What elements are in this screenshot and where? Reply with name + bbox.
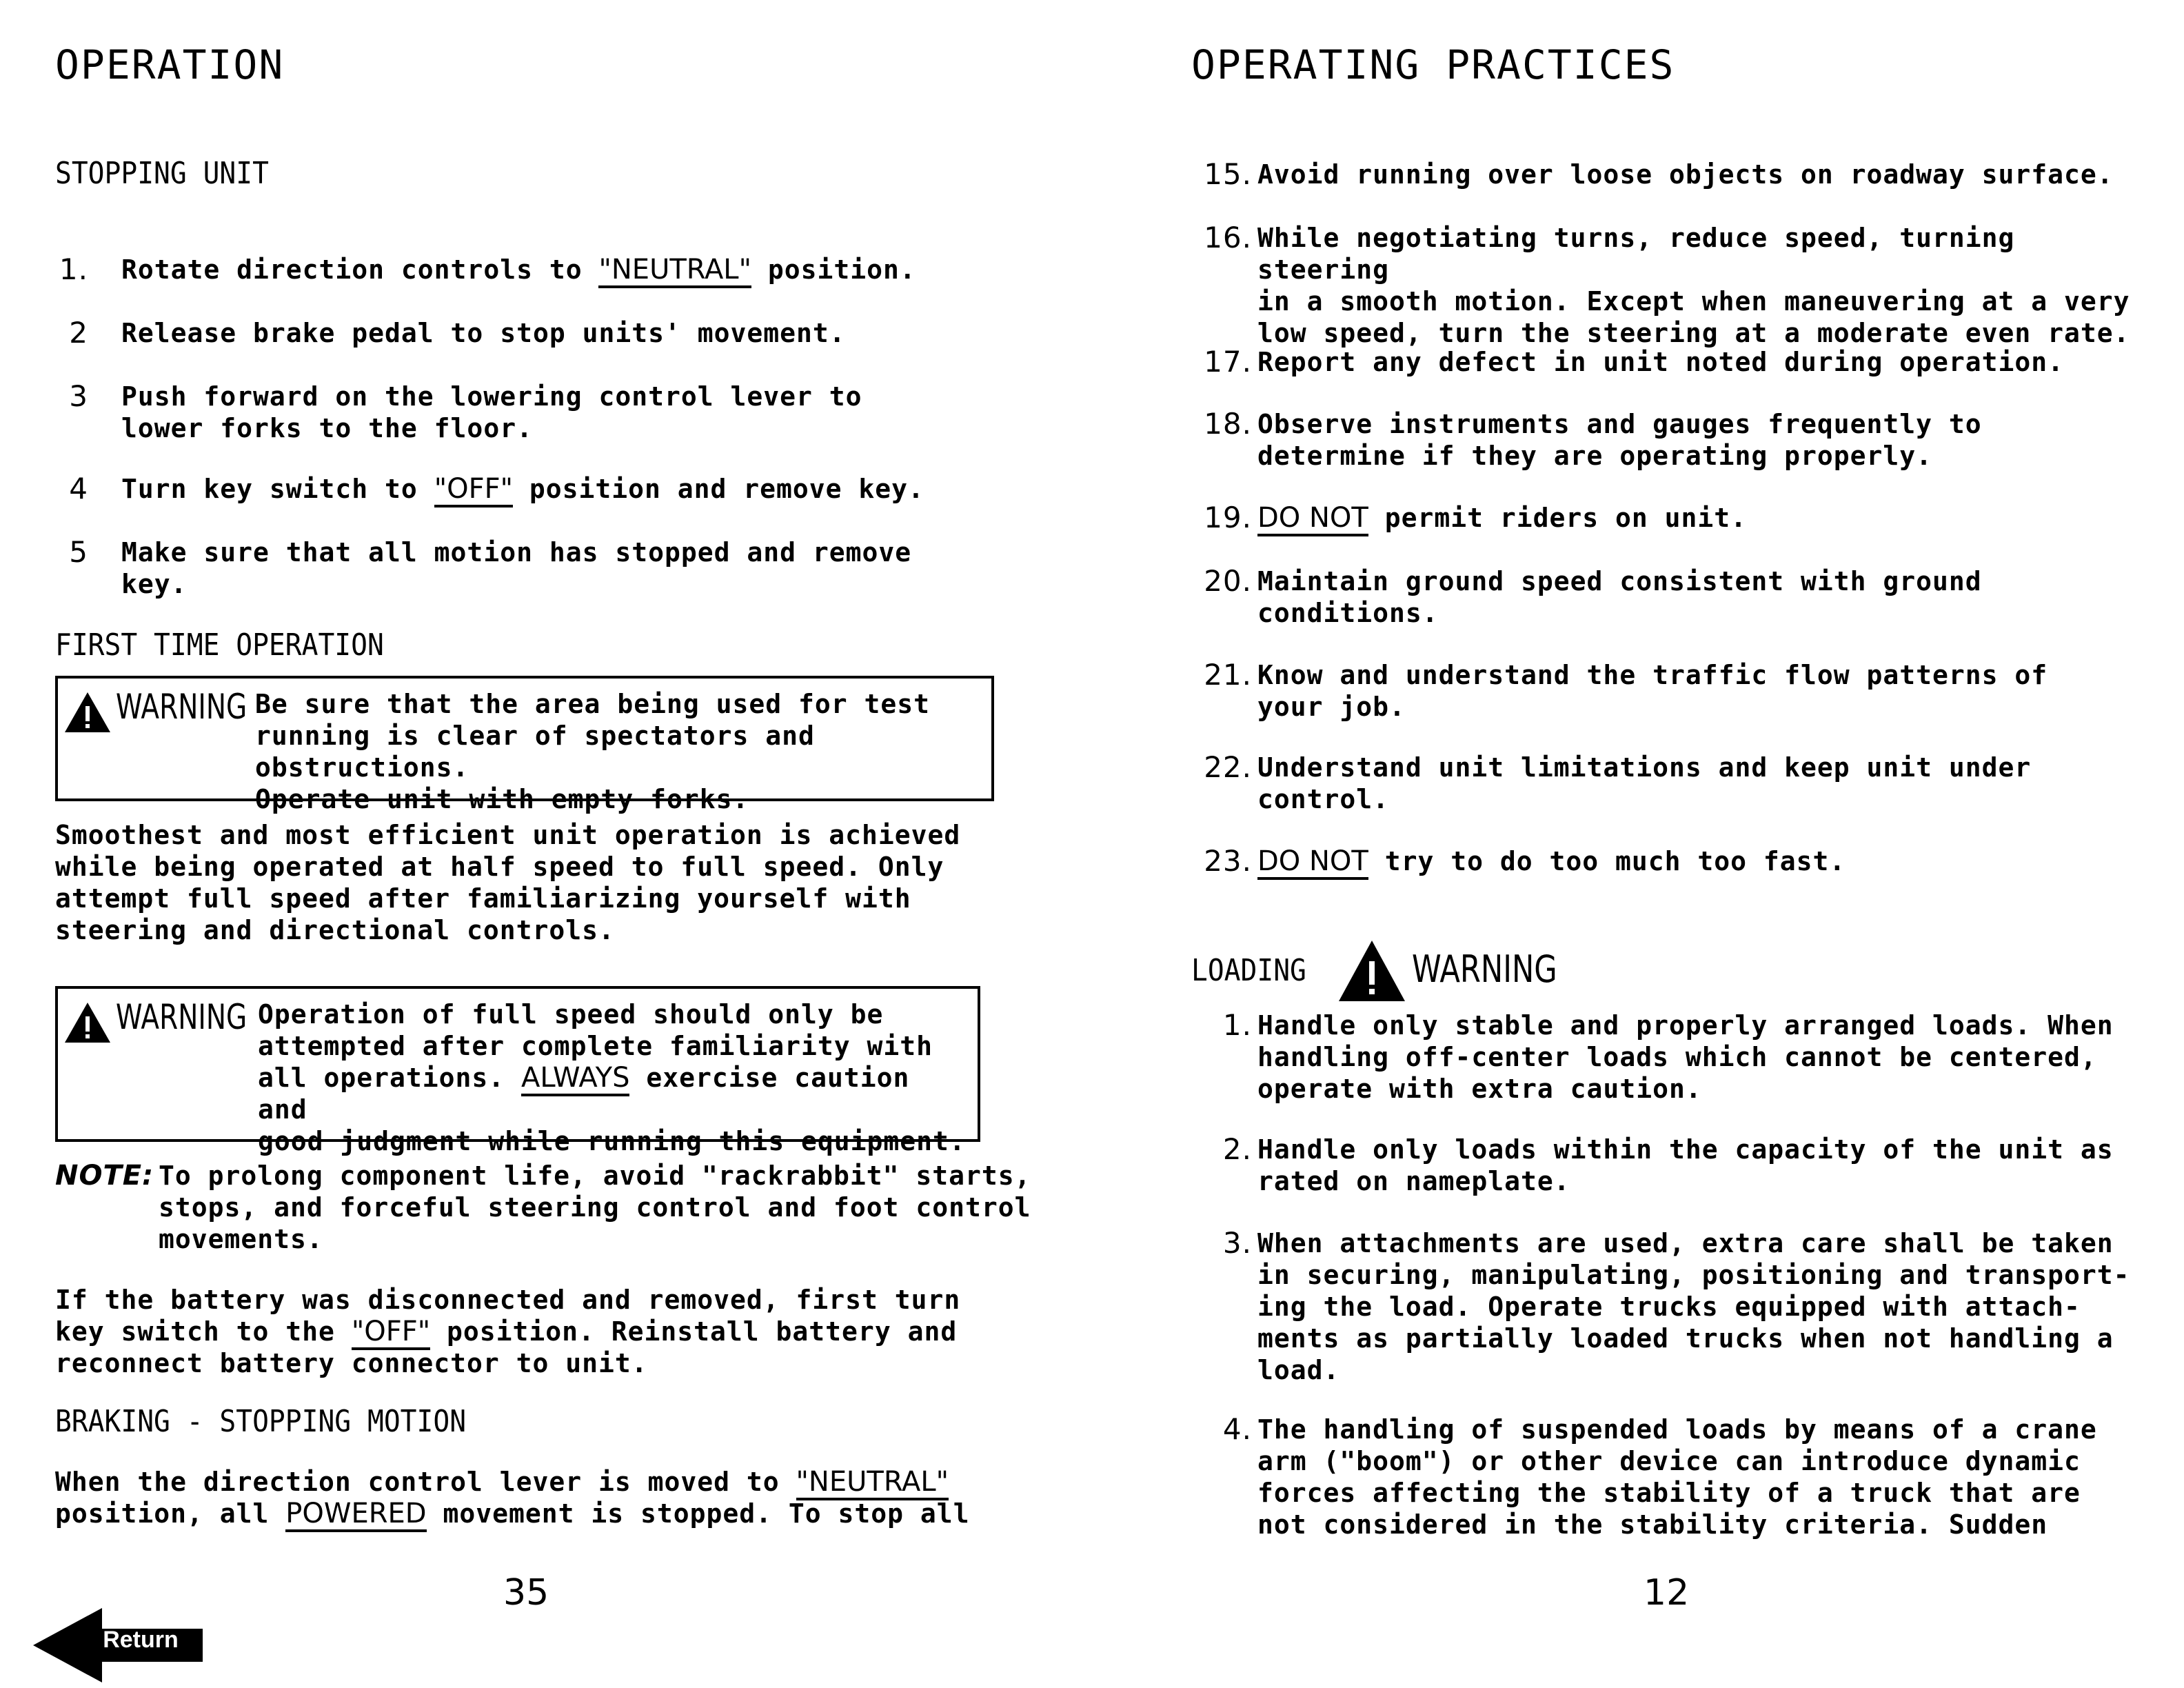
list-item-number: 1. (59, 252, 88, 286)
note-label: NOTE: (55, 1160, 154, 1192)
list-item-line: conditions. (1257, 598, 1439, 628)
list-item-line: permit riders on unit. (1368, 503, 1748, 533)
list-item-line: arm ("boom") or other device can introduce dynamic (1257, 1446, 2081, 1476)
list-item-text-part: Rotate direction controls to (121, 254, 599, 285)
list-item-line: While negotiating turns, reduce speed, turning steering (1257, 223, 2015, 285)
operation-paragraph (55, 819, 993, 946)
list-item-number: 2. (1222, 1132, 1252, 1166)
list-item-text (1257, 659, 2143, 723)
note-text-line: To prolong component life, avoid "rackrabbit" starts, (159, 1160, 1031, 1191)
paragraph-line (55, 1466, 993, 1498)
list-item-number: 22. (1204, 750, 1252, 784)
underlined-term: "OFF" (352, 1316, 430, 1350)
paragraph-line: attempt full speed after familiarizing yourself with (55, 883, 911, 914)
list-item-number: 15. (1204, 157, 1252, 191)
warning-text-line (258, 1062, 972, 1125)
list-item-text-part: Turn key switch to (121, 474, 434, 504)
paragraph-text-part: movement is stopped. To stop all (426, 1498, 970, 1529)
paragraph-line: reconnect battery connector to unit. (55, 1348, 648, 1378)
list-item-text (1257, 752, 2143, 815)
page-number: 35 (503, 1572, 549, 1614)
warning-text-line: Operate unit with empty forks. (255, 784, 749, 814)
return-button-label: Return (103, 1627, 179, 1653)
list-item-number: 3 (69, 379, 88, 413)
list-item-line: handling off-center loads which cannot be centered, (1257, 1042, 2097, 1072)
warning-text-line: running is clear of spectators and obstructions. (255, 721, 815, 783)
warning-text-part: all operations. (258, 1063, 522, 1093)
list-item-line: The handling of suspended loads by means of a crane (1257, 1414, 2097, 1445)
list-item-text (1257, 1227, 2143, 1386)
list-item-text: Release brake pedal to stop units' movement. (121, 318, 846, 348)
warning-triangle-icon (1337, 939, 1406, 1003)
list-item-line: Maintain ground speed consistent with ground (1257, 566, 1982, 596)
warning-text-line: attempted after complete familiarity with (258, 1031, 933, 1061)
list-item-line: determine if they are operating properly. (1257, 441, 1932, 471)
underlined-term: "NEUTRAL" (598, 254, 751, 288)
list-item-number: 5 (69, 535, 88, 569)
braking-paragraph (55, 1466, 993, 1529)
page-number: 12 (1644, 1572, 1690, 1614)
paragraph-line (55, 1316, 993, 1347)
section-heading-first-time-operation: FIRST TIME OPERATION (55, 627, 384, 663)
list-item-text (1257, 502, 2143, 534)
paragraph-line (55, 1498, 993, 1529)
warning-label: WARNING (116, 687, 247, 727)
list-item-number: 4. (1222, 1412, 1252, 1446)
list-item-number: 20. (1204, 564, 1252, 598)
list-item-number: 3. (1222, 1226, 1252, 1260)
list-item-text (1257, 845, 2143, 877)
list-item-text (121, 254, 993, 285)
list-item-line: in securing, manipulating, positioning and transport- (1257, 1260, 2130, 1290)
list-item-text (1257, 565, 2143, 629)
list-item-number: 17. (1204, 345, 1252, 379)
underlined-term: DO NOT (1257, 502, 1368, 536)
warning-triangle-icon (63, 1001, 112, 1044)
warning-text (258, 998, 972, 1157)
list-item-text-part: position and remove key. (512, 474, 924, 504)
page-title: OPERATION (55, 41, 285, 88)
list-item-line: Handle only stable and properly arranged loads. When (1257, 1010, 2114, 1041)
note-text-line: stops, and forceful steering control and foot control (159, 1192, 1031, 1223)
list-item-text (1257, 1414, 2143, 1540)
list-item-line: Know and understand the traffic flow patterns of (1257, 660, 2048, 690)
warning-text-line: Be sure that the area being used for test (255, 689, 930, 719)
list-item-line: Handle only loads within the capacity of the unit as (1257, 1134, 2114, 1165)
warning-text (255, 688, 986, 815)
list-item-line: forces affecting the stability of a truck that are (1257, 1478, 2081, 1508)
right-page (1191, 0, 2143, 1688)
paragraph-text-part: position. Reinstall battery and (430, 1316, 958, 1347)
warning-label: WARNING (1412, 947, 1557, 991)
list-item-line: Observe instruments and gauges frequently to (1257, 409, 1982, 439)
underlined-term: "OFF" (434, 473, 513, 508)
note-text (159, 1160, 1041, 1255)
list-item-text (121, 473, 993, 505)
list-item-number: 16. (1204, 221, 1252, 254)
list-item-line: operate with extra caution. (1257, 1074, 1702, 1104)
list-item-number: 19. (1204, 501, 1252, 534)
warning-text-line: good judgment while running this equipment. (258, 1126, 966, 1156)
section-heading-stopping-unit: STOPPING UNIT (55, 156, 269, 191)
list-item-text: Push forward on the lowering control lever to lower forks to the floor. (121, 381, 862, 443)
list-item-number: 21. (1204, 658, 1252, 692)
warning-text-line: Operation of full speed should only be (258, 999, 884, 1029)
list-item-number: 18. (1204, 407, 1252, 441)
note (55, 1160, 1031, 1256)
list-item-number: 4 (69, 472, 88, 505)
list-item-line: low speed, turn the steering at a moderate even rate. (1257, 318, 2130, 348)
list-item-text-part: position. (751, 254, 916, 285)
paragraph-line: If the battery was disconnected and removed, first turn (55, 1285, 961, 1315)
paragraph-text-part: key switch to the (55, 1316, 352, 1347)
underlined-term: DO NOT (1257, 845, 1368, 880)
paragraph-line: while being operated at half speed to full speed. Only (55, 852, 944, 882)
list-item-line: Understand unit limitations and keep unit under (1257, 752, 2032, 783)
section-heading-loading: LOADING (1191, 953, 1306, 988)
list-item-line: rated on nameplate. (1257, 1166, 1570, 1196)
underlined-term: ALWAYS (521, 1062, 629, 1096)
note-text-line: movements. (159, 1224, 323, 1254)
list-item-text (1257, 1009, 2143, 1105)
list-item-line: ments as partially loaded trucks when not handling a (1257, 1323, 2114, 1354)
warning-triangle-icon (63, 691, 112, 734)
underlined-term: POWERED (285, 1498, 426, 1532)
list-item-number: 1. (1222, 1008, 1252, 1042)
list-item-line: in a smooth motion. Except when maneuvering at a very (1257, 286, 2130, 316)
list-item-number: 2 (69, 316, 88, 350)
list-item-text (1257, 159, 2143, 190)
list-item-line: Report any defect in unit noted during operation. (1257, 347, 2065, 377)
list-item-number: 23. (1204, 844, 1252, 878)
page-title: OPERATING PRACTICES (1191, 41, 1675, 88)
list-item-text (1257, 1134, 2143, 1197)
list-item-text (1257, 346, 2143, 378)
list-item-line: load. (1257, 1355, 1340, 1385)
list-item-text (1257, 222, 2143, 349)
paragraph-line: Smoothest and most efficient unit operation is achieved (55, 820, 961, 850)
left-page (55, 0, 1031, 1688)
list-item-line: Avoid running over loose objects on roadway surface. (1257, 159, 2114, 190)
warning-box (55, 986, 980, 1156)
paragraph-text-part: When the direction control lever is moved to (55, 1467, 796, 1497)
section-heading-braking: BRAKING - STOPPING MOTION (55, 1404, 467, 1439)
list-item-line: ing the load. Operate trucks equipped with attach- (1257, 1292, 2081, 1322)
paragraph-text-part: position, all (55, 1498, 286, 1529)
warning-label: WARNING (116, 997, 247, 1037)
list-item-text (1257, 408, 2143, 472)
paragraph-line: steering and directional controls. (55, 915, 615, 945)
list-item (55, 381, 993, 450)
list-item-line: try to do too much too fast. (1368, 846, 1846, 876)
return-button[interactable] (33, 1608, 203, 1682)
underlined-term: "NEUTRAL" (796, 1466, 949, 1500)
list-item-text: Make sure that all motion has stopped and remove key. (121, 537, 912, 599)
list-item-line: your job. (1257, 692, 1406, 722)
list-item-line: When attachments are used, extra care shall be taken (1257, 1228, 2114, 1258)
list-item-line: not considered in the stability criteria. Sudden (1257, 1509, 2048, 1540)
warning-box (55, 676, 994, 814)
battery-paragraph (55, 1284, 993, 1379)
list-item-line: control. (1257, 784, 1390, 814)
warning-text-part: exercise caution and (258, 1063, 910, 1125)
